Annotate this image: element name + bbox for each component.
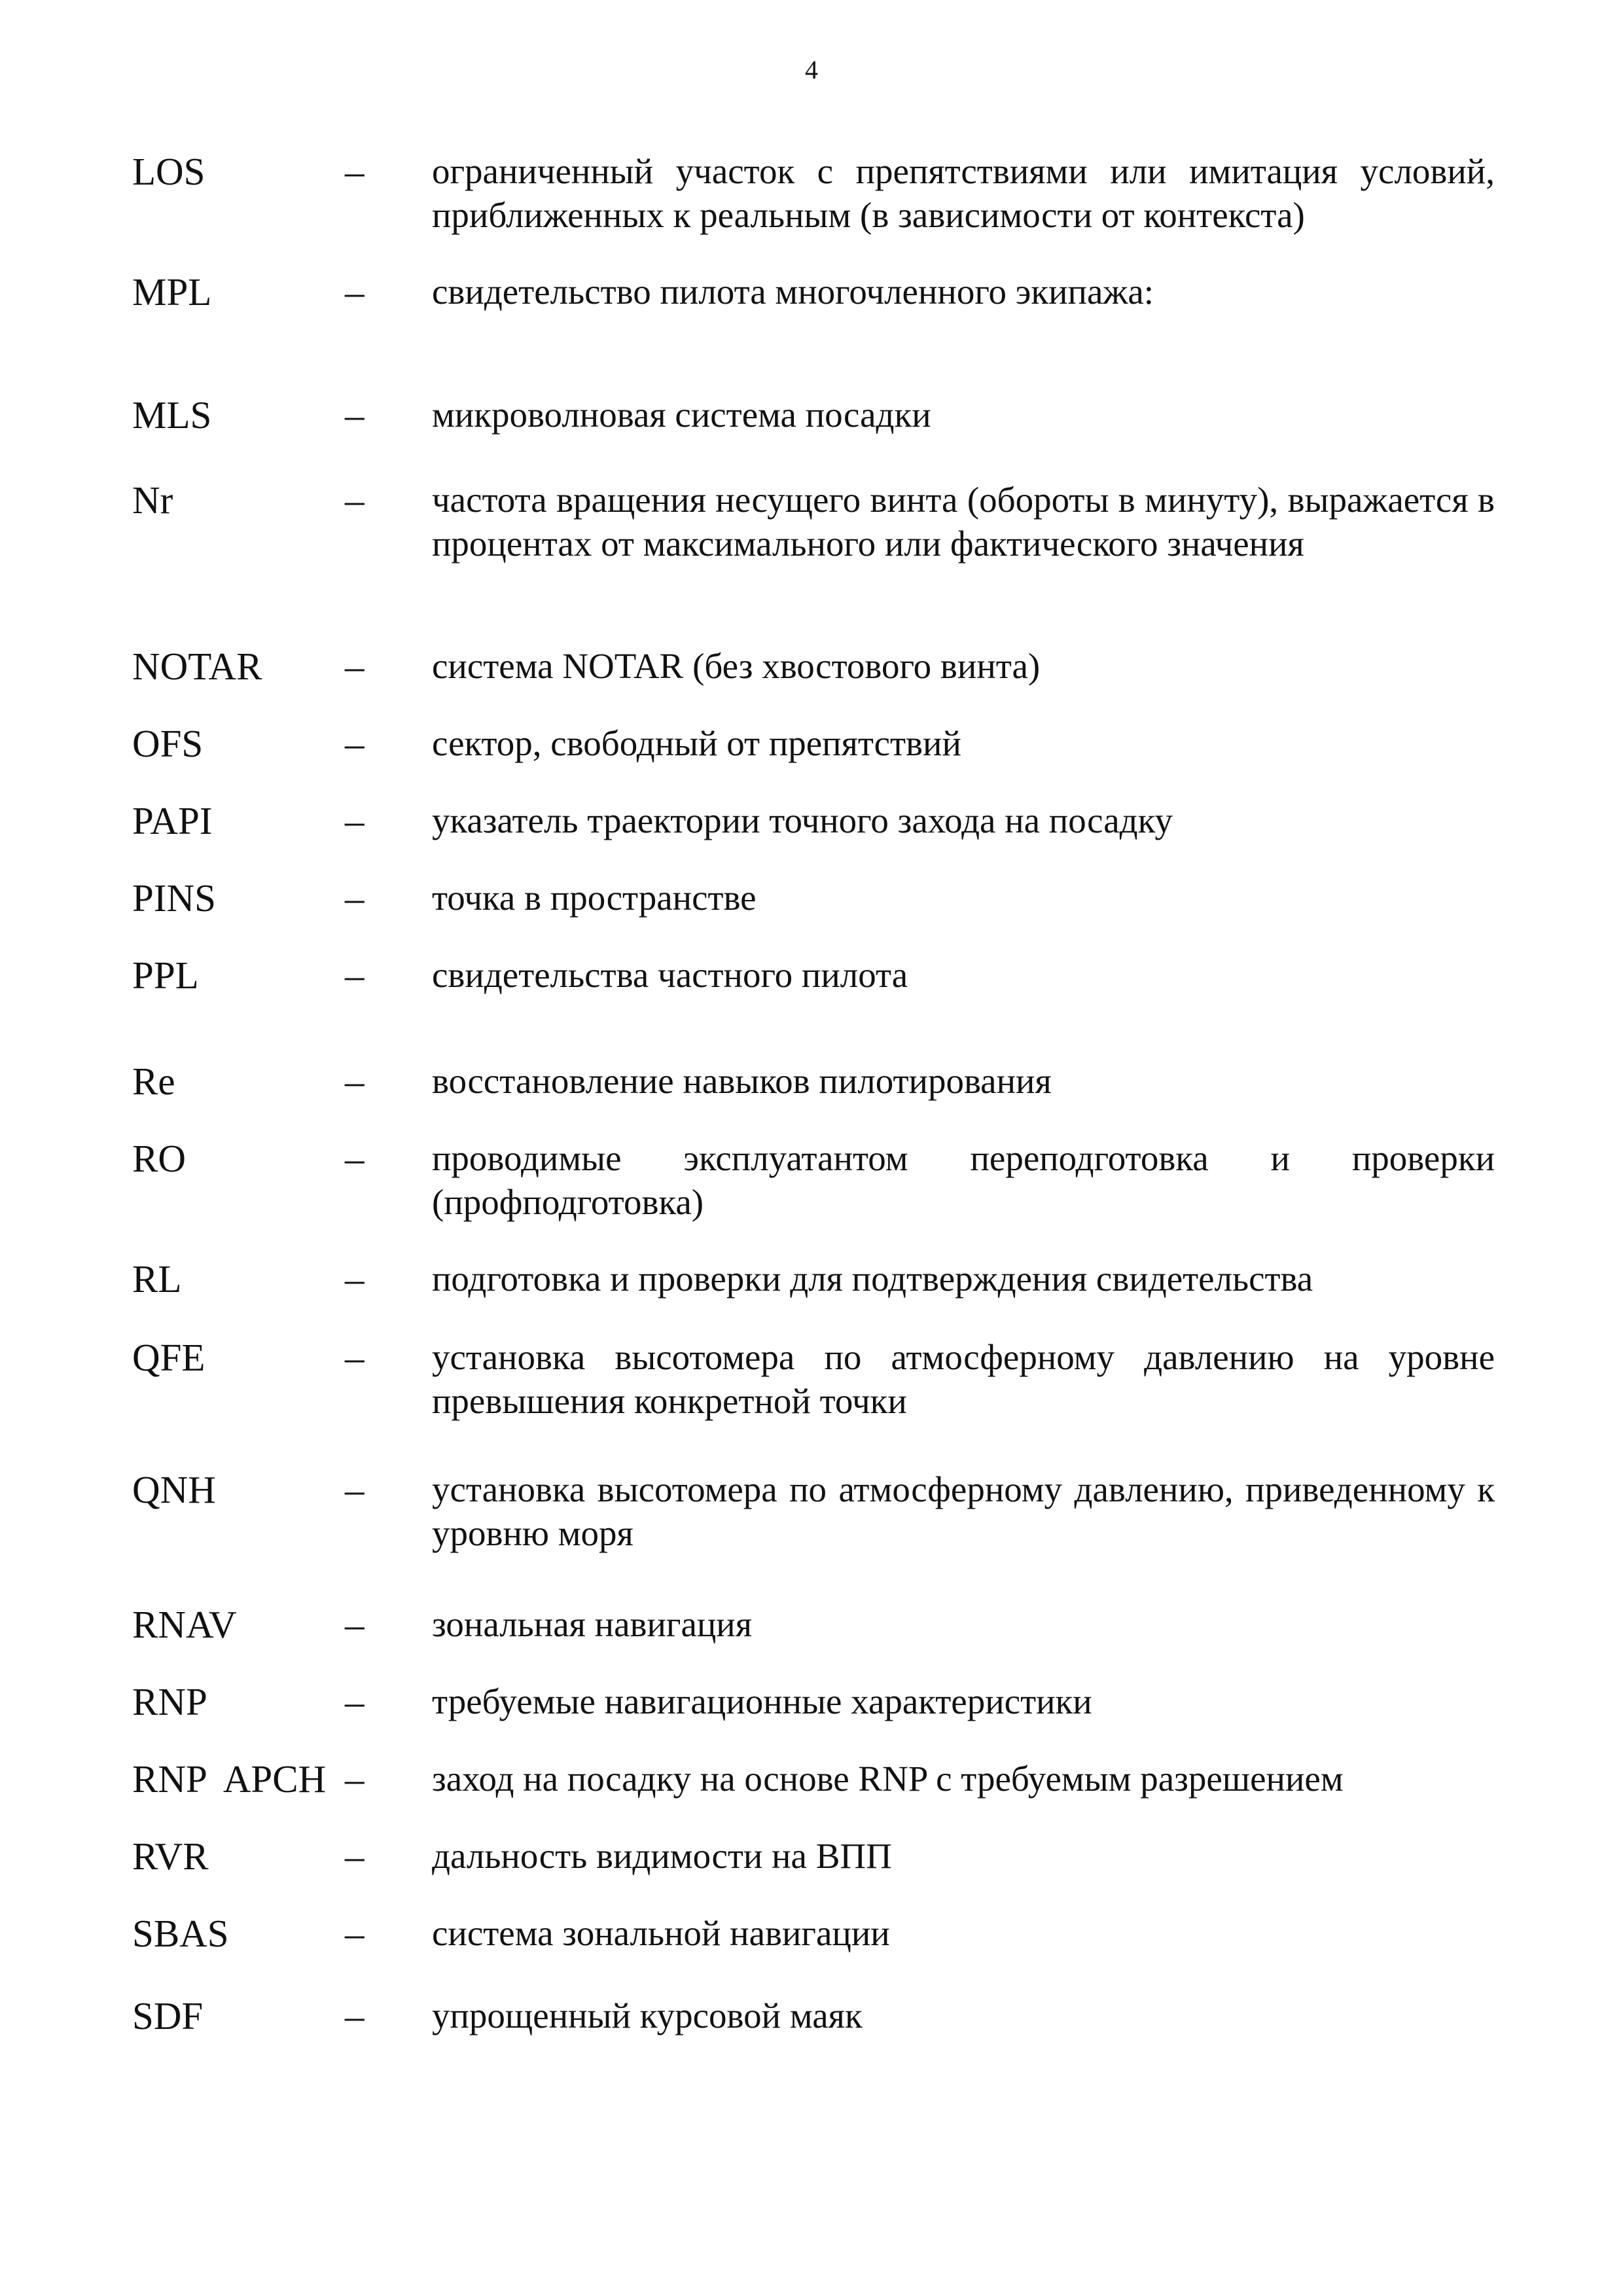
abbreviation-definition: восстановление навыков пилотирования <box>432 1061 1052 1101</box>
dash-separator: – <box>345 1060 365 1103</box>
dash-separator: – <box>345 150 365 193</box>
abbreviation-definition: дальность видимости на ВПП <box>432 1836 892 1876</box>
abbreviation-term: OFS <box>132 722 204 765</box>
abbreviation-definition: ограниченный участок с препятствиями или имитация условий, приближенных к реальным (в зависимости от контекста) <box>432 151 1495 235</box>
abbreviation-term: NOTAR <box>132 645 262 688</box>
dash-separator: – <box>345 1757 365 1801</box>
abbreviation-definition: заход на посадку на основе RNP с требуемым разрешением <box>432 1759 1344 1799</box>
abbreviation-definition: упрощенный курсовой маяк <box>432 1996 863 2036</box>
dash-separator: – <box>345 645 365 688</box>
abbreviation-definition: свидетельство пилота многочленного экипажа: <box>432 272 1154 312</box>
page-number: 4 <box>805 55 818 84</box>
abbreviation-term: RVR <box>132 1835 209 1878</box>
abbreviation-definition: микроволновая система посадки <box>432 395 931 435</box>
dash-separator: – <box>345 1912 365 1955</box>
abbreviation-term: RL <box>132 1257 182 1300</box>
abbreviation-definition: указатель траектории точного захода на посадку <box>432 800 1173 840</box>
dash-separator: – <box>345 270 365 314</box>
abbreviation-term: RNAV <box>132 1603 237 1646</box>
dash-separator: – <box>345 722 365 765</box>
dash-separator: – <box>345 1468 365 1511</box>
abbreviation-term: RNP APCH <box>132 1757 327 1801</box>
abbreviation-definition: установка высотомера по атмосферному давлению, приведенному к уровню моря <box>432 1469 1495 1553</box>
abbreviation-definition: частота вращения несущего винта (обороты в минуту), выражается в процентах от максимального или фактического значения <box>432 480 1495 564</box>
dash-separator: – <box>345 799 365 842</box>
abbreviation-definition: точка в пространстве <box>432 878 757 918</box>
abbreviation-term: QFE <box>132 1336 205 1379</box>
abbreviation-term: Nr <box>132 478 173 522</box>
dash-separator: – <box>345 1835 365 1878</box>
dash-separator: – <box>345 1680 365 1723</box>
abbreviation-definition: система зональной навигации <box>432 1913 890 1953</box>
abbreviation-term: Re <box>132 1060 175 1103</box>
abbreviation-definition: сектор, свободный от препятствий <box>432 723 961 763</box>
abbreviation-term: SDF <box>132 1994 204 2037</box>
dash-separator: – <box>345 478 365 522</box>
dash-separator: – <box>345 954 365 997</box>
abbreviation-term: MPL <box>132 270 212 314</box>
dash-separator: – <box>345 876 365 920</box>
abbreviation-definition: требуемые навигационные характеристики <box>432 1681 1092 1721</box>
abbreviation-term: PINS <box>132 876 216 920</box>
abbreviation-term: PPL <box>132 954 199 997</box>
abbreviation-definition: подготовка и проверки для подтверждения свидетельства <box>432 1259 1313 1299</box>
abbreviation-definition: проводимые эксплуатантом переподготовка и проверки (профподготовка) <box>432 1138 1495 1222</box>
dash-separator: – <box>345 1994 365 2037</box>
abbreviation-definition: установка высотомера по атмосферному давлению на уровне превышения конкретной точки <box>432 1337 1495 1421</box>
abbreviation-term: RNP <box>132 1680 207 1723</box>
abbreviation-definition: свидетельства частного пилота <box>432 955 908 995</box>
abbreviation-term: MLS <box>132 393 212 437</box>
dash-separator: – <box>345 1257 365 1300</box>
abbreviation-term: QNH <box>132 1468 216 1511</box>
abbreviation-term: SBAS <box>132 1912 229 1955</box>
abbreviation-definition: зональная навигация <box>432 1604 753 1644</box>
dash-separator: – <box>345 1137 365 1180</box>
abbreviation-term: PAPI <box>132 799 213 842</box>
dash-separator: – <box>345 393 365 437</box>
abbreviation-definition: система NOTAR (без хвостового винта) <box>432 646 1041 686</box>
abbreviation-term: LOS <box>132 150 205 193</box>
abbreviation-term: RO <box>132 1137 186 1180</box>
dash-separator: – <box>345 1336 365 1379</box>
dash-separator: – <box>345 1603 365 1646</box>
